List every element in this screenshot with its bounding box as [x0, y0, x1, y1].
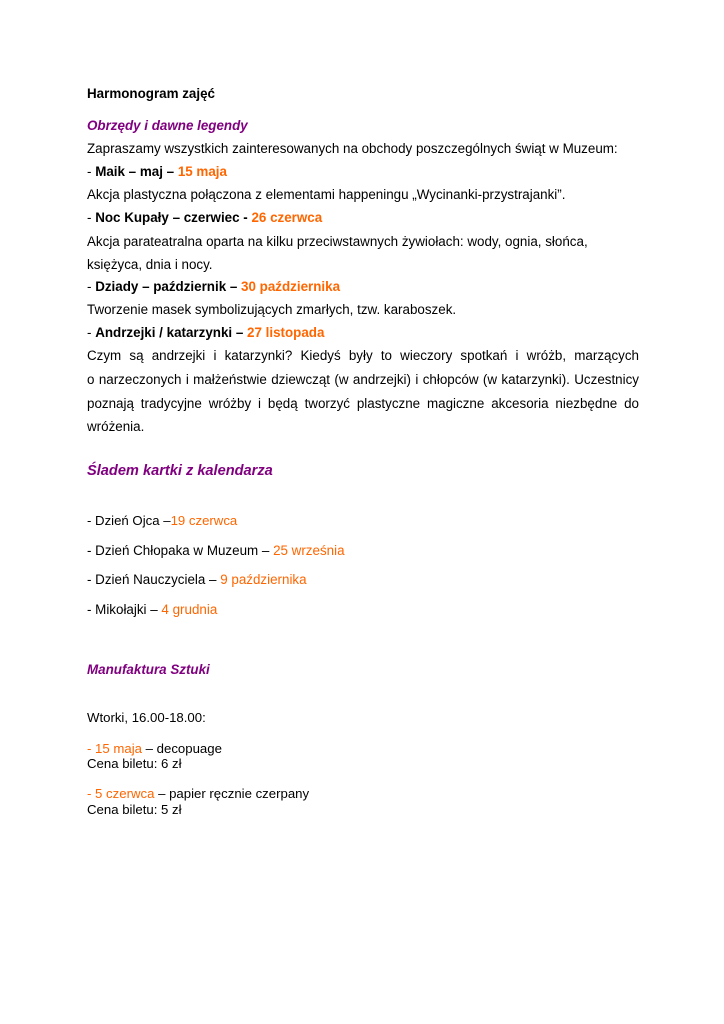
event-description: poznają tradycyjne wróżby i będą tworzyć plastyczne magiczne akcesoria niezbędne do [87, 396, 639, 411]
list-dash: - [87, 325, 96, 340]
calendar-item-date: 19 czerwca [170, 513, 238, 528]
workshop-price: Cena biletu: 5 zł [87, 802, 182, 817]
calendar-item-label: - Dzień Chłopaka w Muzeum – [87, 543, 274, 558]
event-heading [87, 279, 340, 295]
event-date: 30 października [241, 279, 341, 294]
workshop-date: - 15 maja [87, 741, 142, 756]
event-description: Akcja parateatralna oparta na kilku przeciwstawnych żywiołach: wody, ognia, słońca, [87, 234, 588, 249]
calendar-item-label: - Mikołajki – [87, 602, 162, 617]
workshop-name: – decopuage [141, 741, 222, 756]
event-date: 26 czerwca [251, 210, 323, 225]
list-dash: - [87, 210, 96, 225]
workshop-heading [87, 741, 222, 757]
section-title-manufaktura: Manufaktura Sztuki [87, 662, 210, 677]
workshop-name: – papier ręcznie czerpany [154, 786, 310, 801]
event-description: Akcja plastyczna połączona z elementami happeningu „Wycinanki-przystrajanki”. [87, 187, 566, 202]
calendar-item [87, 513, 237, 529]
event-heading [87, 325, 324, 341]
section-intro: Zapraszamy wszystkich zainteresowanych na obchody poszczególnych świąt w Muzeum: [87, 141, 618, 156]
event-name: Noc Kupały – czerwiec - [95, 210, 252, 225]
event-date: 15 maja [177, 164, 227, 179]
event-date: 27 listopada [247, 325, 325, 340]
page-title: Harmonogram zajęć [87, 86, 215, 101]
calendar-item-date: 25 września [273, 543, 345, 558]
event-description: Tworzenie masek symbolizujących zmarłych, tzw. karaboszek. [87, 302, 457, 317]
section-title-kalendarz: Śladem kartki z kalendarza [87, 463, 273, 479]
section-title-obrzedy: Obrzędy i dawne legendy [87, 118, 248, 133]
list-dash: - [87, 164, 96, 179]
calendar-item-date: 4 grudnia [161, 602, 218, 617]
calendar-item-label: - Dzień Ojca – [87, 513, 171, 528]
calendar-item-date: 9 października [220, 572, 307, 587]
schedule-text: Wtorki, 16.00-18.00: [87, 710, 206, 725]
event-heading [87, 164, 227, 180]
calendar-item [87, 572, 307, 588]
event-description: Czym są andrzejki i katarzynki? Kiedyś były to wieczory spotkań i wróżb, marzących [87, 348, 639, 363]
document-page [87, 0, 639, 1024]
event-description: księżyca, dnia i nocy. [87, 257, 213, 272]
calendar-item [87, 602, 217, 618]
event-name: Maik – maj – [95, 164, 178, 179]
workshop-heading [87, 786, 309, 802]
calendar-item-label: - Dzień Nauczyciela – [87, 572, 221, 587]
workshop-price: Cena biletu: 6 zł [87, 756, 182, 771]
calendar-item [87, 543, 345, 559]
event-name: Dziady – październik – [95, 279, 242, 294]
list-dash: - [87, 279, 96, 294]
event-description: o narzeczonych i małżeństwie dziewcząt (w andrzejki) i chłopców (w katarzynki). Uczestnicy [87, 372, 639, 387]
event-description: wróżenia. [87, 419, 145, 434]
workshop-date: - 5 czerwca [87, 786, 155, 801]
event-heading [87, 210, 322, 226]
event-name: Andrzejki / katarzynki – [95, 325, 248, 340]
